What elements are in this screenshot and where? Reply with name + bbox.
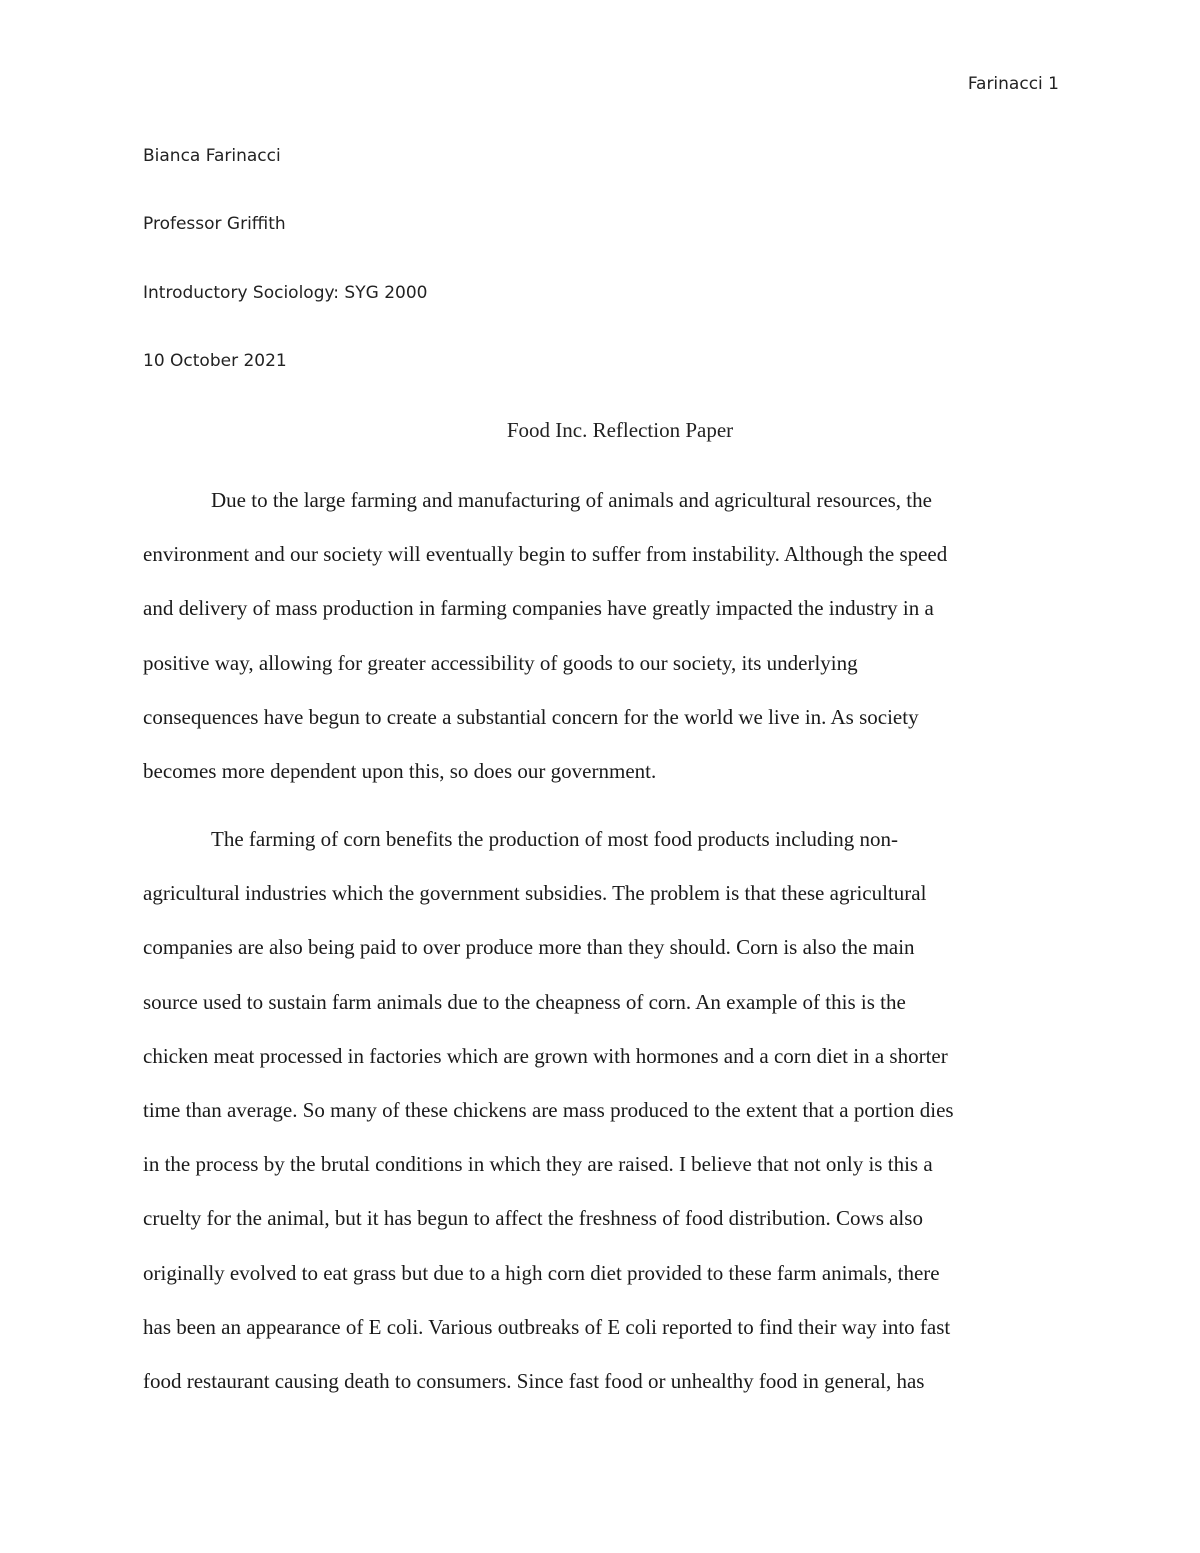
- date: 10 October 2021: [143, 351, 287, 371]
- paragraph-line: has been an appearance of E coli. Various outbreaks of E coli reported to find their way into fast: [143, 1314, 951, 1339]
- course-name: Introductory Sociology: SYG 2000: [143, 283, 428, 303]
- paragraph-2: [143, 812, 1063, 1408]
- paragraph-line: Due to the large farming and manufacturing of animals and agricultural resources, the: [211, 488, 932, 512]
- paragraph-line: in the process by the brutal conditions in which they are raised. I believe that not only is this a: [143, 1152, 933, 1177]
- paragraph-line: agricultural industries which the government subsidies. The problem is that these agricultural: [143, 881, 927, 906]
- paragraph-line: positive way, allowing for greater accessibility of goods to our society, its underlying: [143, 650, 858, 675]
- paragraph-line: originally evolved to eat grass but due to a high corn diet provided to these farm animals, there: [143, 1260, 940, 1285]
- paragraph-line: consequences have begun to create a substantial concern for the world we live in. As society: [143, 704, 919, 729]
- paragraph-line: companies are also being paid to over produce more than they should. Corn is also the main: [143, 935, 915, 960]
- paragraph-line: and delivery of mass production in farming companies have greatly impacted the industry in a: [143, 596, 934, 621]
- author-name: Bianca Farinacci: [143, 146, 281, 166]
- paragraph-line: source used to sustain farm animals due to the cheapness of corn. An example of this is the: [143, 989, 906, 1014]
- page-header: Farinacci 1: [967, 74, 1059, 94]
- paper-title: Food Inc. Reflection Paper: [506, 418, 734, 442]
- paragraph-line: time than average. So many of these chickens are mass produced to the extent that a portion dies: [143, 1097, 954, 1122]
- paragraph-line: food restaurant causing death to consumers. Since fast food or unhealthy food in general, has: [143, 1368, 925, 1393]
- paragraph-line: environment and our society will eventually begin to suffer from instability. Although the speed: [143, 542, 948, 567]
- professor-name: Professor Griffith: [143, 214, 286, 234]
- paragraph-line: chicken meat processed in factories which are grown with hormones and a corn diet in a shorter: [143, 1043, 948, 1068]
- paragraph-line: cruelty for the animal, but it has begun to affect the freshness of food distribution. Cows also: [143, 1206, 923, 1231]
- paragraph-line: becomes more dependent upon this, so does our government.: [143, 758, 657, 783]
- paragraph-line: The farming of corn benefits the production of most food products including non-: [211, 827, 899, 851]
- paragraph-1: [143, 473, 1063, 798]
